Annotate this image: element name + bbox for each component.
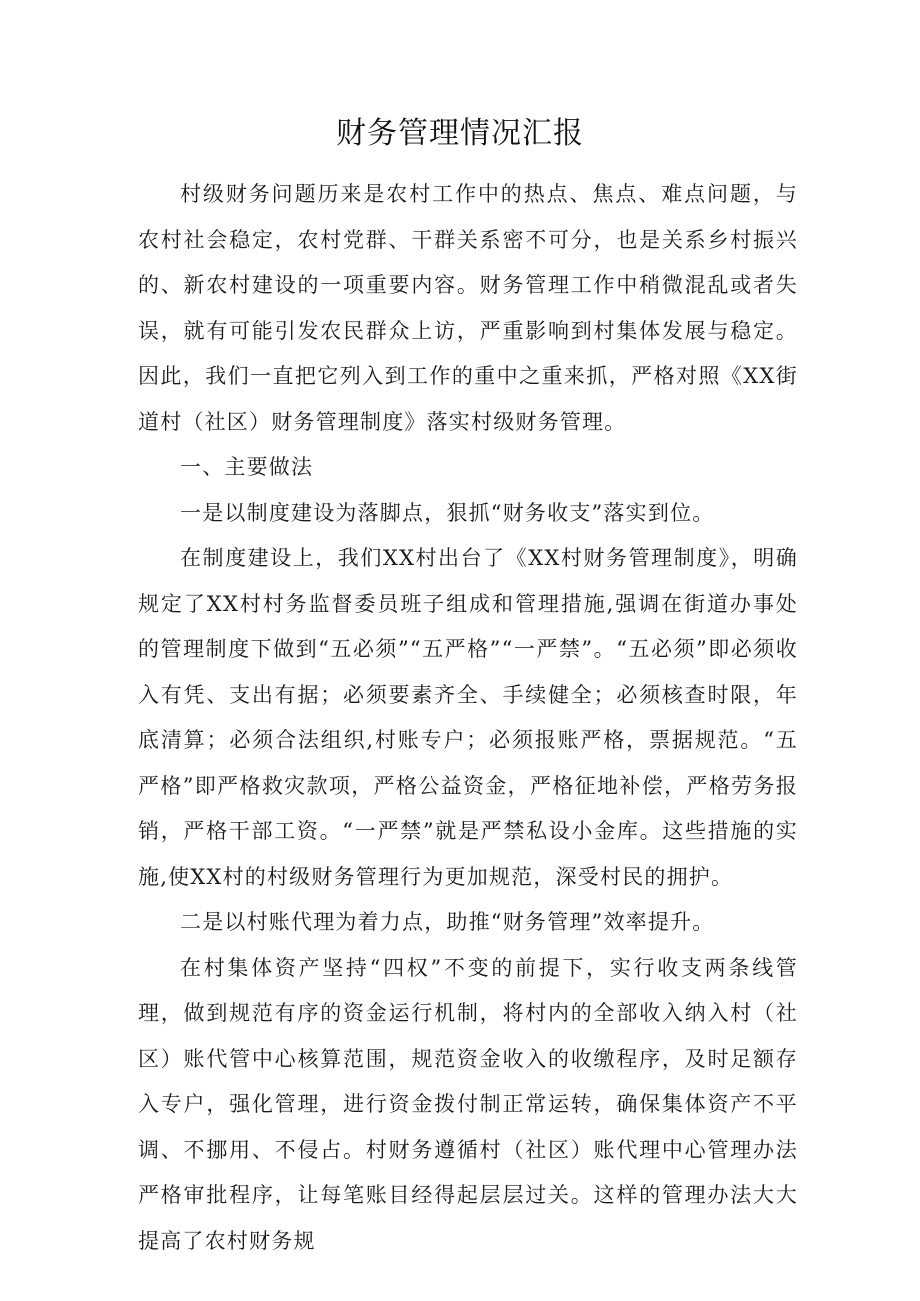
section-heading-main-practices: 一、主要做法 — [180, 455, 314, 479]
subheading-system-building: 一是以制度建设为落脚点，狠抓“财务收支”落实到位。 — [180, 500, 715, 525]
paragraph-intro: 村级财务问题历来是农村工作中的热点、焦点、难点问题，与农村社会稳定，农村党群、干群关系密不可分，也是关系乡村振兴的、新农村建设的一项重要内容。财务管理工作中稍微混乱或者失误，就有可能引发农民群众上访，严重影响到村集体发展与稳定。因此，我们一直把它列入到工作的重中之重来抓，严格对照《XX街道村（社区）财务管理制度》落实村级财务管理。 — [138, 182, 798, 434]
page-title: 财务管理情况汇报 — [336, 116, 584, 151]
paragraph-account-agency: 在村集体资产坚持“四权”不变的前提下，实行收支两条线管理，做到规范有序的资金运行机制，将村内的全部收入纳入村（社区）账代管中心核算范围，规范资金收入的收缴程序，及时足额存入专户，强化管理，进行资金拨付制正常运转，确保集体资产不平调、不挪用、不侵占。村财务遵循村（社区）账代理中心管理办法严格审批程序，让每笔账目经得起层层过关。这样的管理办法大大提高了农村财务规 — [138, 955, 798, 1253]
paragraph-system-building: 在制度建设上，我们XX村出台了《XX村财务管理制度》，明确规定了XX村村务监督委员班子组成和管理措施,强调在街道办事处的管理制度下做到“五必须”“五严格”“一严禁”。“五必须”即必须收入有凭、支出有据；必须要素齐全、手续健全；必须核查时限，年底清算；必须合法组织,村账专户；必须报账严格，票据规范。“五严格”即严格救灾款项，严格公益资金，严格征地补偿，严格劳务报销，严格干部工资。“一严禁”就是严禁私设小金库。这些措施的实施,使XX村的村级财务管理行为更加规范，深受村民的拥护。 — [138, 546, 798, 889]
subheading-account-agency: 二是以村账代理为着力点，助推“财务管理”效率提升。 — [180, 910, 715, 934]
document-body — [138, 172, 798, 1264]
